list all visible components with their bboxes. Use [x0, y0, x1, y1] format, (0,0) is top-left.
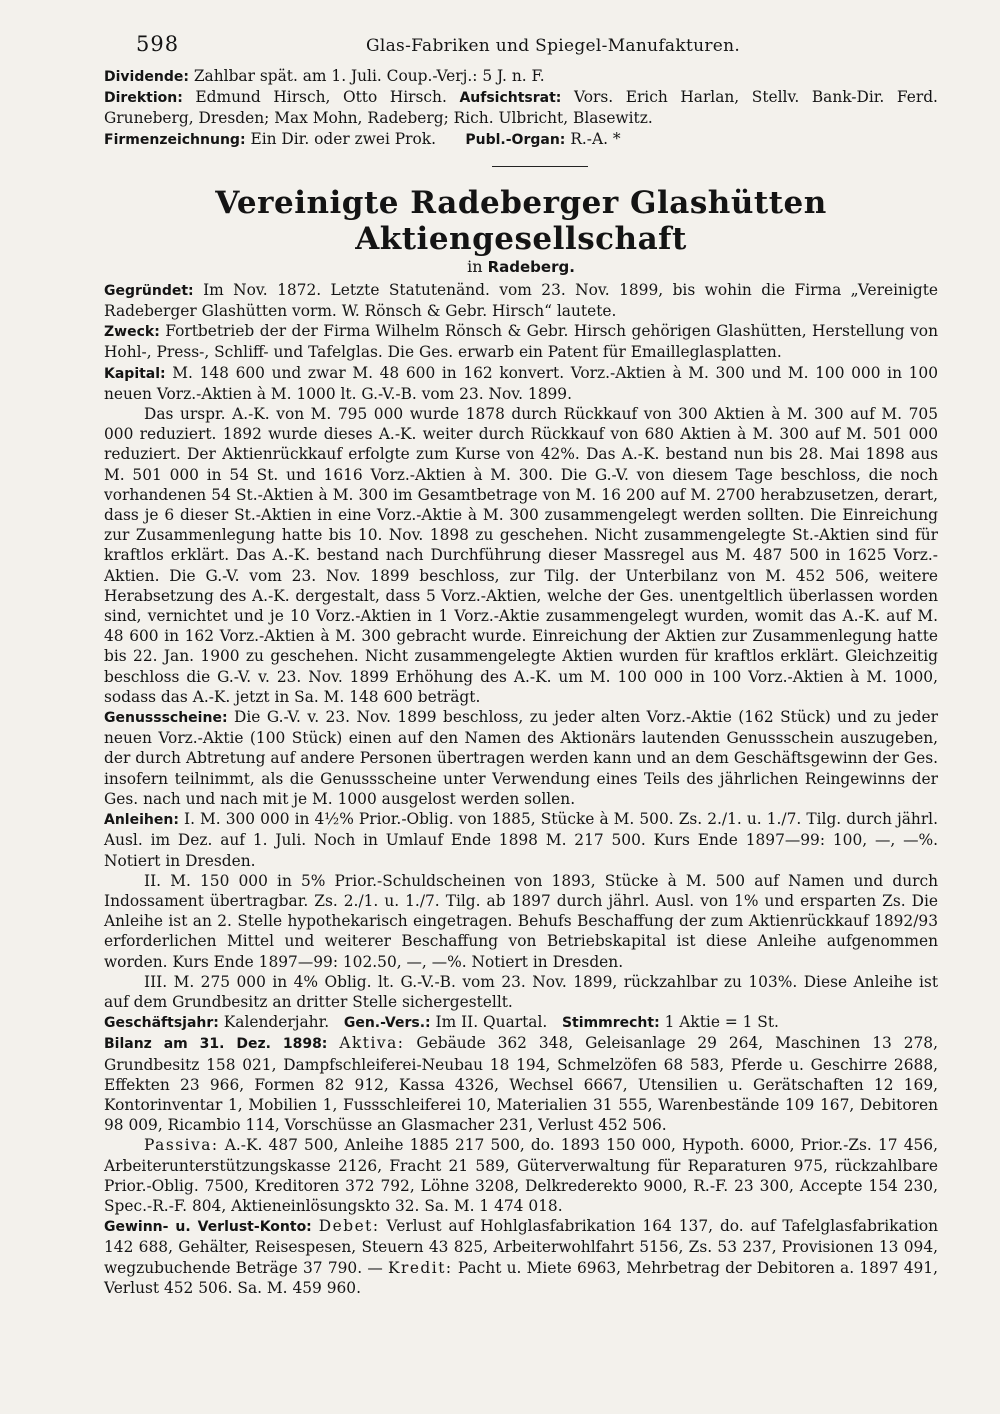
passiva-word: Passiva: — [144, 1136, 219, 1155]
zweck-entry — [104, 321, 938, 362]
genussscheine-text: Die G.-V. v. 23. Nov. 1899 beschloss, zu jeder alten Vorz.-Aktie (162 Stück) und zu jeder neuen Vorz.-Aktie (100 Stück) einen auf den Namen des Aktionärs lautenden Genussschein auszugeben, der durch Abtretung auf andere Personen übertragen werden kann und an dem Geschäftsgewinn der Ges. insofern teilnimmt, als die Genussscheine unter Verwendung eines Teils des jährlichen Reingewinns der Ges. nach und nach mit je M. 1000 ausgelost werden sollen. — [104, 708, 938, 808]
stimmrecht-text: 1 Aktie = 1 St. — [664, 1013, 779, 1032]
gegruendet-text: Im Nov. 1872. Letzte Statutenänd. vom 23. Nov. 1899, bis wohin die Firma „Vereinigte Radeberger Glashütten vorm. W. Rönsch & Gebr. Hirsch“ lautete. — [104, 280, 938, 321]
genussscheine-entry — [104, 707, 938, 809]
geschaeftsjahr-text: Kalenderjahr. — [223, 1013, 330, 1032]
aufsichtsrat-text: Vors. Erich Harlan, Stellv. Bank-Dir. Ferd. Gruneberg, Dresden; Max Mohn, Radeberg; Rich. Ulbricht, Blasewitz. — [104, 88, 938, 128]
dividende-entry — [104, 66, 938, 87]
section-divider — [492, 166, 588, 167]
kredit-text: Pacht u. Miete 6963, Mehrbetrag der Debitoren a. 1897 491, Verlust 452 506. Sa. M. 459 960. — [104, 1258, 938, 1297]
kapital-history: Das urspr. A.-K. von M. 795 000 wurde 1878 durch Rückkauf von 300 Aktien à M. 300 auf M. 705 000 reduziert. 1892 wurde dieses A.-K. weiter durch Rückkauf von 680 Aktien à M. 300 auf M. 501 000 reduziert. Der Aktienrückkauf erfolgte zum Kurse von 42%. Das A.-K. bestand nun bis 28. Mai 1898 aus M. 501 000 in 54 St. und 1616 Vorz.-Aktien à M. 300. Die G.-V. von diesem Tage beschloss, die noch vorhandenen 54 St.-Aktien à M. 300 im Gesamtbetrage von M. 16 200 auf M. 2700 herabzusetzen, derart, dass je 6 dieser St.-Aktien in eine Vorz.-Aktie à M. 300 zusammengelegt werden sollten. Die Einreichung zur Zusammenlegung hatte bis 10. Nov. 1898 zu geschehen. Nicht zusammengelegte St.-Aktien sind für kraftlos erklärt. Das A.-K. bestand nach Durchführung dieser Massregel aus M. 487 500 in 1625 Vorz.-Aktien. Die G.-V. vom 23. Nov. 1899 beschloss, zur Tilg. der Unterbilanz von M. 452 506, weitere Herabsetzung des A.-K. dergestalt, dass 5 Vorz.-Aktien, welche der Ges. unentgeltlich überlassen worden sind, vernichtet und je 10 Vorz.-Aktien in 1 Vorz.-Aktie zusammengelegt wurden, womit das A.-K. auf M. 48 600 in 162 Vorz.-Aktien à M. 300 gebracht wurde. Einreichung der Aktien zur Zusammenlegung hatte bis 22. Jan. 1900 zu geschehen. Nicht zusammengelegte Aktien wurden für kraftlos erklärt. Gleichzeitig beschloss die G.-V. v. 23. Nov. 1899 Erhöhung des A.-K. um M. 100 000 in 100 Vorz.-Aktien à M. 1000, sodass das A.-K. jetzt in Sa. M. 148 600 beträgt. — [104, 405, 938, 706]
firmenzeichnung-label: Firmenzeichnung: — [104, 131, 246, 148]
gewinn-entry — [104, 1216, 938, 1298]
bilanz-label: Bilanz am 31. Dez. 1898: — [104, 1036, 328, 1053]
passiva-text: A.-K. 487 500, Anleihe 1885 217 500, do. 1893 150 000, Hypoth. 6000, Prior.-Zs. 17 456, Arbeiterunterstützungskasse 2126, Fracht 21 589, Güterverwaltung für Reparaturen 975, rückzahlbare Prior.-Oblig. 7500, Kreditoren 372 792, Löhne 3208, Delkrederekto 9000, R.-F. 23 300, Accepte 154 230, Spec.-R.-F. 804, Aktieneinlösungskto 32. Sa. M. 1 474 018. — [104, 1136, 938, 1215]
gegruendet-label: Gegründet: — [104, 282, 194, 299]
previous-company-block — [104, 66, 938, 150]
gewinn-label: Gewinn- u. Verlust-Konto: — [104, 1219, 312, 1236]
genussscheine-label: Genussscheine: — [104, 710, 228, 727]
gen-vers-label: Gen.-Vers.: — [343, 1015, 431, 1032]
anleihen-entry — [104, 809, 938, 871]
aktiva-text: Gebäude 362 348, Geleisanlage 29 264, Maschinen 13 278, Grundbesitz 158 021, Dampfschleiferei-Neubau 18 194, Schmelzöfen 68 583, Pferde u. Geschirre 2688, Effekten 23 966, Formen 82 912, Kassa 4326, Wechsel 6667, Utensilien u. Gerätschaften 12 169, Kontorinventar 1, Mobilien 1, Fussschleiferei 10, Materialien 31 555, Warenbestände 109 167, Debitoren 98 009, Ricambio 114, Vorschüsse an Glasmacher 231, Verlust 452 506. — [104, 1034, 938, 1135]
bilanz-entry — [104, 1033, 938, 1135]
kapital-text: M. 148 600 und zwar M. 48 600 in 162 konvert. Vorz.-Aktien à M. 300 und M. 100 000 in 100 neuen Vorz.-Aktien à M. 1000 lt. G.-V.-B. vom 23. Nov. 1899. — [104, 363, 938, 403]
aktiva-word: Aktiva: — [339, 1034, 405, 1053]
firmenzeichnung-entry — [104, 129, 938, 150]
direktion-entry — [104, 87, 938, 128]
seat-city: Radeberg. — [487, 257, 575, 276]
kapital-entry — [104, 363, 938, 404]
zweck-label: Zweck: — [104, 324, 160, 341]
debet-word: Debet: — [318, 1217, 380, 1236]
anleihen-text: I. M. 300 000 in 4½% Prior.-Oblig. von 1885, Stücke à M. 500. Zs. 2./1. u. 1./7. Tilg. durch jährl. Ausl. im Dez. auf 1. Juli. Noch in Umlauf Ende 1898 M. 217 500. Kurs Ende 1897—99: 100, —, —%. Notiert in Dresden. — [104, 810, 938, 870]
passiva-entry — [104, 1135, 938, 1216]
running-title: Glas-Fabriken und Spiegel-Manufakturen. — [366, 36, 741, 56]
kapital-label: Kapital: — [104, 365, 166, 382]
company-seat — [104, 257, 938, 276]
company-body — [104, 280, 938, 1298]
stimmrecht-label: Stimmrecht: — [561, 1015, 660, 1032]
gegruendet-entry — [104, 280, 938, 321]
aufsichtsrat-label: Aufsichtsrat: — [459, 90, 562, 107]
dividende-text: Zahlbar spät. am 1. Juli. Coup.-Verj.: 5 J. n. F. — [193, 67, 545, 85]
dividende-label: Dividende: — [104, 69, 189, 85]
anleihe-2-entry: II. M. 150 000 in 5% Prior.-Schuldscheinen von 1893, Stücke à M. 500 auf Namen und durch Indossament übertragbar. Zs. 2./1. u. 1./7. Tilg. ab 1897 durch jährl. Ausl. von 1% und ersparten Zs. Die Anleihe ist an 2. Stelle hypothekarisch eingetragen. Behufs Beschaffung der zum Aktienrückkauf 1892/93 erforderlichen Mittel und weiterer Beschaffung von Betriebskapital ist diese Anleihe aufgenommen worden. Kurs Ende 1897—99: 102.50, —, —%. Notiert in Dresden. — [104, 871, 938, 971]
anleihen-label: Anleihen: — [104, 812, 179, 829]
direktion-text: Edmund Hirsch, Otto Hirsch. — [195, 88, 447, 107]
publ-organ-text: R.-A. * — [570, 129, 621, 148]
page-number: 598 — [136, 32, 180, 56]
geschaeftsjahr-label: Geschäftsjahr: — [104, 1015, 219, 1032]
seat-prefix: in — [467, 256, 483, 276]
debet-text: Verlust auf Hohlglasfabrikation 164 137, do. auf Tafelglasfabrikation 142 688, Gehälter, Reisespesen, Steuern 43 825, Arbeiterwohlfahrt 5156, Zs. 53 237, Provisionen 13 094, wegzubuchende Beträge 37 790. — — [104, 1217, 938, 1277]
firmenzeichnung-text: Ein Dir. oder zwei Prok. — [250, 129, 437, 148]
anleihe-3-entry: III. M. 275 000 in 4% Oblig. lt. G.-V.-B. vom 23. Nov. 1899, rückzahlbar zu 103%. Diese Anleihe ist auf dem Grundbesitz an dritter Stelle sichergestellt. — [104, 972, 938, 1011]
gen-vers-text: Im II. Quartal. — [435, 1013, 548, 1032]
direktion-label: Direktion: — [104, 90, 183, 107]
zweck-text: Fortbetrieb der der Firma Wilhelm Rönsch & Gebr. Hirsch gehörigen Glashütten, Herstellung von Hohl-, Press-, Schliff- und Tafelglas. Die Ges. erwarb ein Patent für Emailleglasplatten. — [104, 322, 938, 362]
kredit-word: Kredit: — [387, 1258, 453, 1277]
company-title: Vereinigte Radeberger Glashütten Aktiengesellschaft — [215, 184, 827, 257]
geschaeftsjahr-entry — [104, 1012, 938, 1033]
publ-organ-label: Publ.-Organ: — [465, 131, 566, 148]
running-header — [104, 22, 938, 62]
